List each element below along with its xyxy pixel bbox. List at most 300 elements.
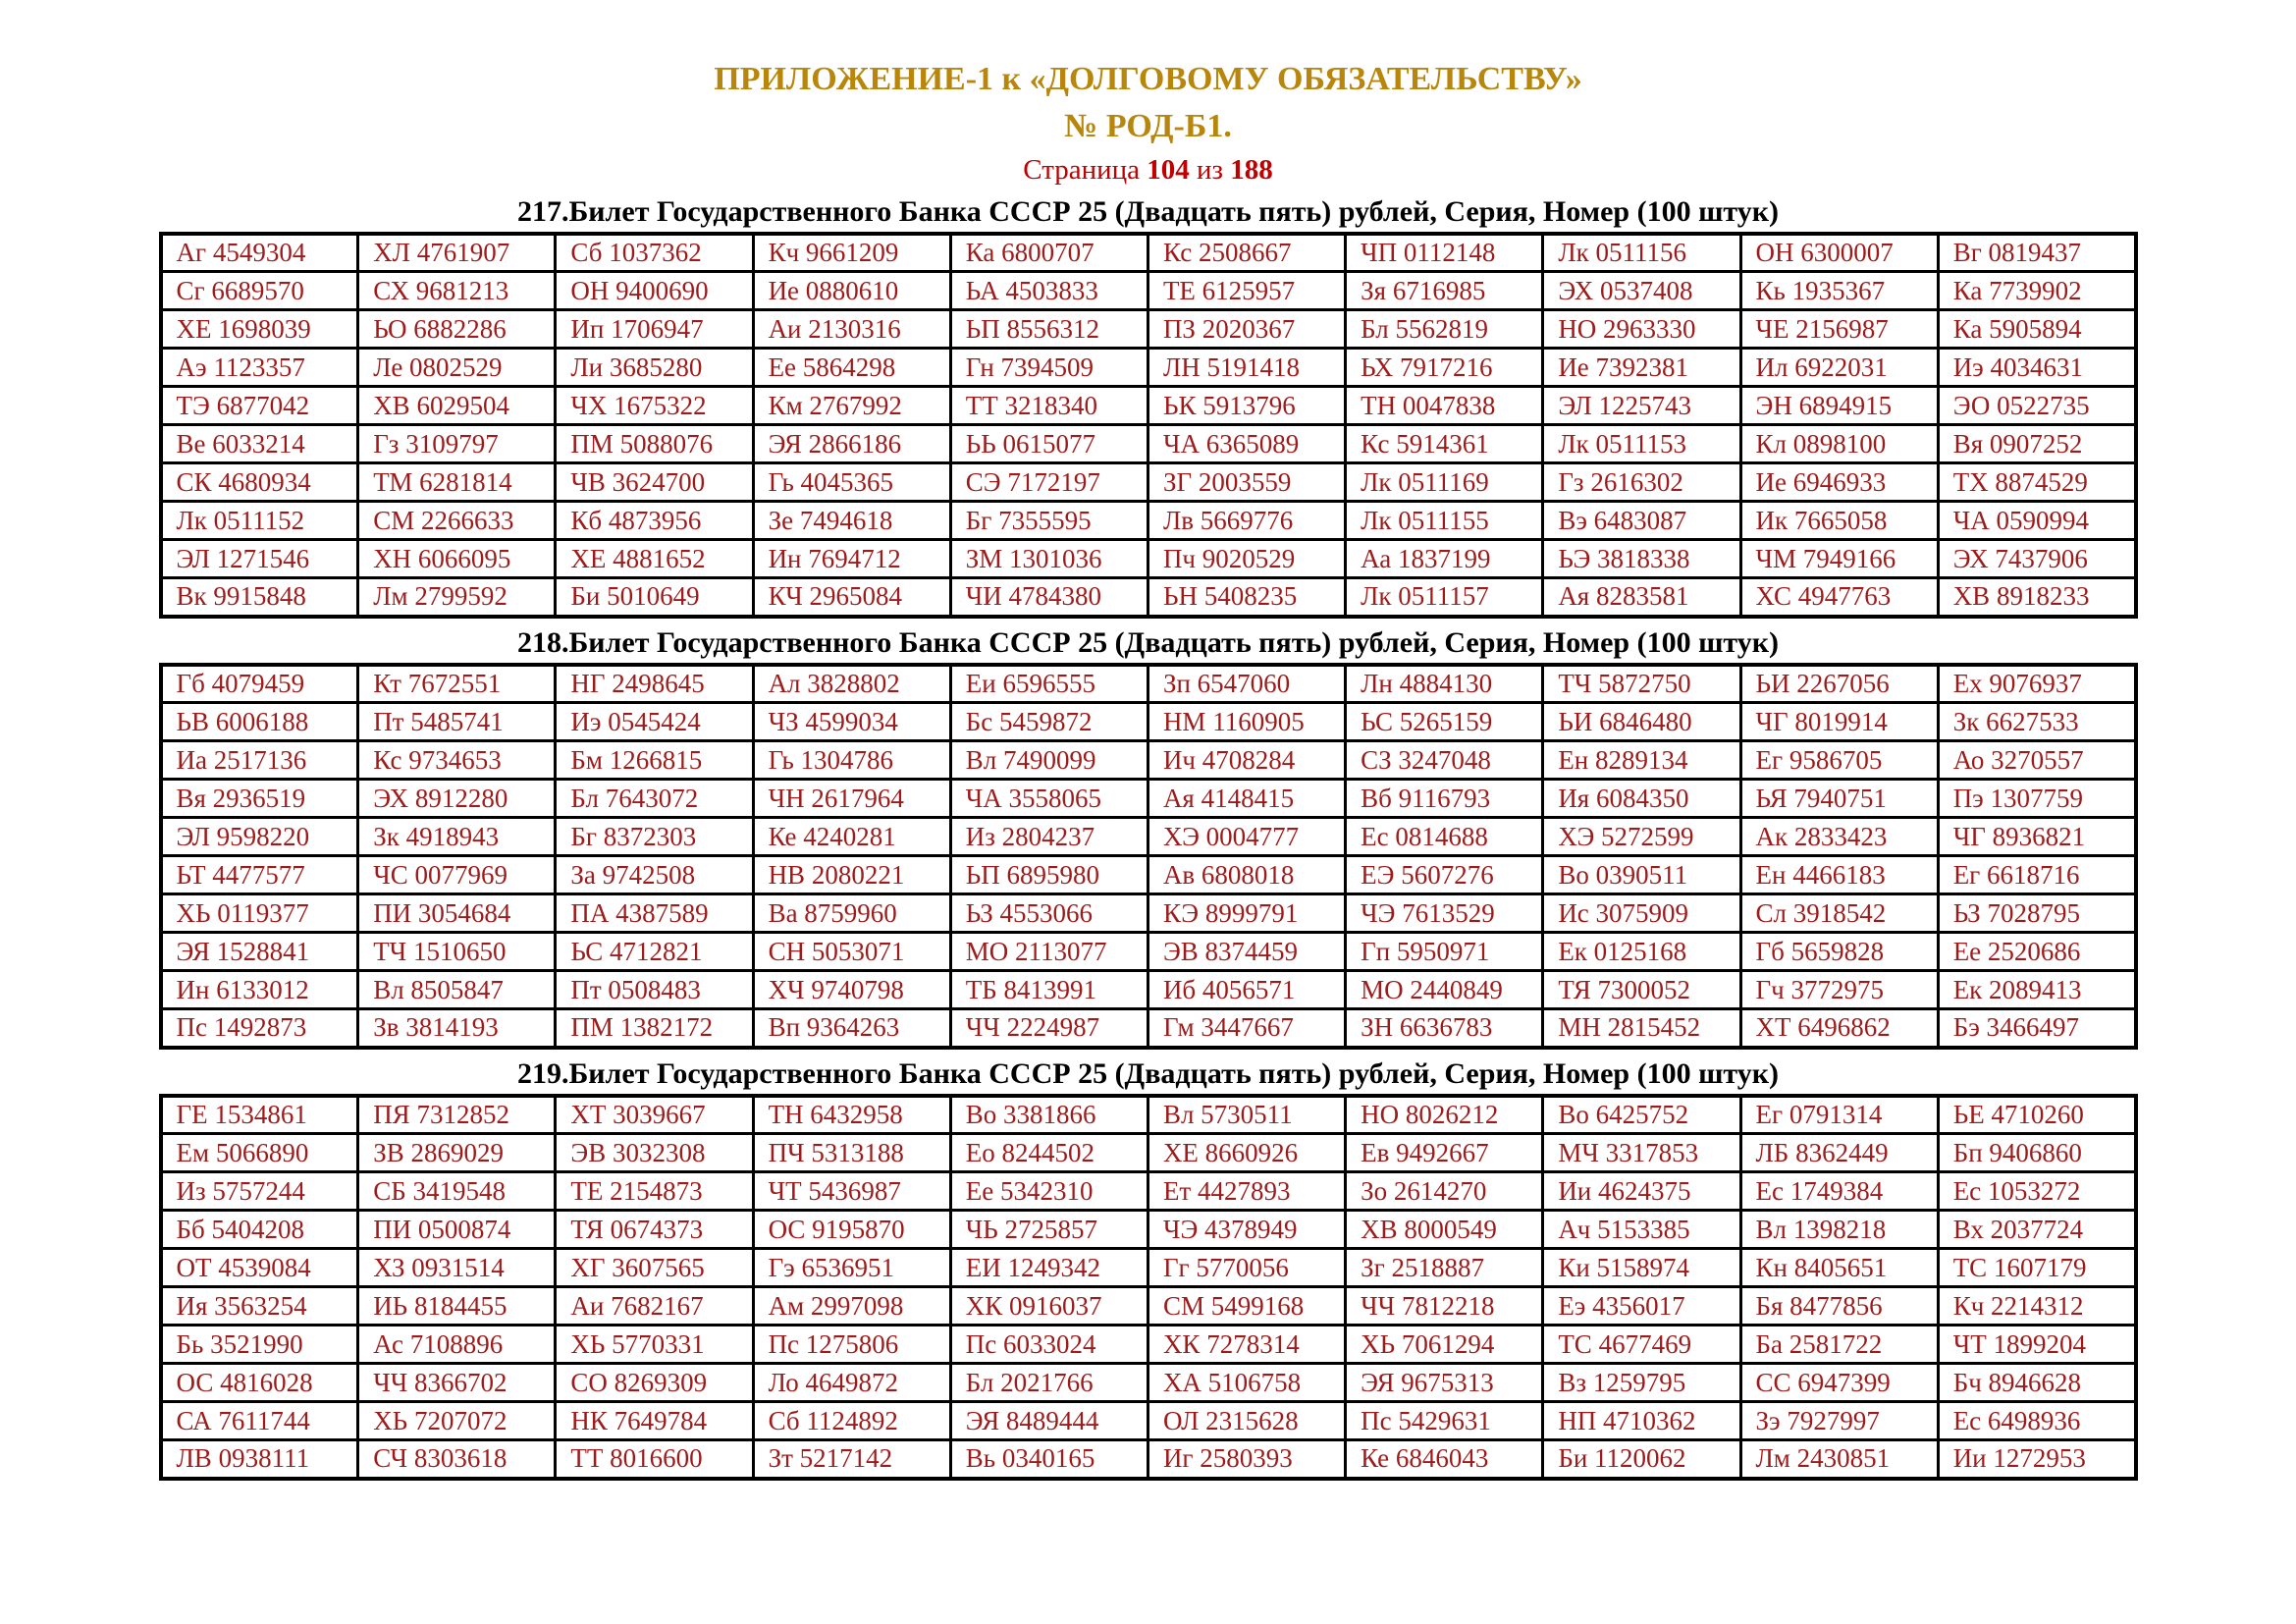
serial-cell: ЭВ 3032308 [556,1134,753,1172]
serial-cell: ЧА 3558065 [950,780,1148,818]
table-row [161,502,2136,540]
serial-cell: За 9742508 [556,856,753,894]
table-row [161,1009,2136,1048]
serial-cell: Еэ 4356017 [1543,1287,1740,1326]
serial-cell: ЬЬ 0615077 [950,425,1148,463]
serial-cell: ХТ 6496862 [1740,1009,1938,1048]
serial-cell: ЭЛ 9598220 [161,818,358,856]
serial-cell: Лк 0511169 [1346,463,1543,502]
serial-cell: Из 5757244 [161,1172,358,1211]
serial-cell: ТН 0047838 [1346,387,1543,425]
serial-cell: Лк 0511153 [1543,425,1740,463]
page-current-number: 104 [1147,154,1190,187]
serial-cell: Зп 6547060 [1148,665,1345,703]
serial-cell: НВ 2080221 [753,856,950,894]
serial-cell: ХС 4947763 [1740,578,1938,617]
serial-cell: Би 1120062 [1543,1440,1740,1479]
serial-cell: ЧМ 7949166 [1740,540,1938,578]
appendix-title: ПРИЛОЖЕНИЕ-1 к «ДОЛГОВОМУ ОБЯЗАТЕЛЬСТВУ» [714,61,1582,97]
page-counter-of-word: из [1197,154,1224,187]
serial-cell: Бг 8372303 [556,818,753,856]
serial-cell: Ке 4240281 [753,818,950,856]
serial-cell: Ес 1053272 [1938,1172,2135,1211]
serial-cell: ЧЭ 7613529 [1346,894,1543,933]
serial-cell: ХЕ 8660926 [1148,1134,1345,1172]
serial-cell: ХЕ 1698039 [161,310,358,349]
serial-cell: Гь 4045365 [753,463,950,502]
serial-cell: ХЬ 5770331 [556,1326,753,1364]
serial-cell: Бл 5562819 [1346,310,1543,349]
table-row [161,1326,2136,1364]
serial-cell: Ег 9586705 [1740,741,1938,780]
serial-cell: Лк 0511152 [161,502,358,540]
serial-cell: СЗ 3247048 [1346,741,1543,780]
table-row [161,578,2136,617]
serial-cell: Ач 5153385 [1543,1211,1740,1249]
banknote-section-218 [0,626,2296,1050]
serial-cell: ТТ 8016600 [556,1440,753,1479]
serial-cell: Вз 1259795 [1543,1364,1740,1402]
serial-cell: Ес 0814688 [1346,818,1543,856]
table-row [161,1211,2136,1249]
serial-cell: Бэ 3466497 [1938,1009,2135,1048]
serial-cell: Гб 4079459 [161,665,358,703]
serial-cell: Пч 9020529 [1148,540,1345,578]
serial-cell: ГЕ 1534861 [161,1096,358,1134]
serial-cell: Пс 6033024 [950,1326,1148,1364]
serial-table-218 [159,663,2138,1050]
serial-cell: ХВ 8918233 [1938,578,2135,617]
page-counter-prefix: Страница [1023,154,1141,187]
serial-cell: ЗВ 2869029 [358,1134,556,1172]
serial-cell: Вх 2037724 [1938,1211,2135,1249]
serial-cell: Ем 5066890 [161,1134,358,1172]
serial-cell: Сб 1124892 [753,1402,950,1440]
serial-cell: Зг 2518887 [1346,1249,1543,1287]
serial-cell: Аа 1837199 [1346,540,1543,578]
serial-cell: Зэ 7927997 [1740,1402,1938,1440]
serial-cell: ЭЯ 1528841 [161,933,358,971]
serial-cell: Вп 9364263 [753,1009,950,1048]
table-row [161,856,2136,894]
serial-cell: ХВ 6029504 [358,387,556,425]
serial-cell: ЧЧ 7812218 [1346,1287,1543,1326]
serial-cell: ОЛ 2315628 [1148,1402,1345,1440]
serial-cell: ЧС 0077969 [358,856,556,894]
page-total-number: 188 [1230,154,1273,187]
serial-cell: ЧЭ 4378949 [1148,1211,1345,1249]
serial-cell: Ис 3075909 [1543,894,1740,933]
serial-cell: Бл 2021766 [950,1364,1148,1402]
serial-cell: ЬН 5408235 [1148,578,1345,617]
serial-cell: Ев 9492667 [1346,1134,1543,1172]
serial-cell: ТХ 8874529 [1938,463,2135,502]
serial-cell: Из 2804237 [950,818,1148,856]
serial-cell: ЭН 6894915 [1740,387,1938,425]
serial-cell: Сб 1037362 [556,234,753,272]
serial-cell: Зк 6627533 [1938,703,2135,741]
serial-cell: ОН 6300007 [1740,234,1938,272]
serial-cell: ЗН 6636783 [1346,1009,1543,1048]
serial-cell: Ия 6084350 [1543,780,1740,818]
serial-cell: НП 4710362 [1543,1402,1740,1440]
serial-cell: ЕИ 1249342 [950,1249,1148,1287]
serial-cell: ОС 9195870 [753,1211,950,1249]
serial-cell: Кч 2214312 [1938,1287,2135,1326]
serial-cell: Ва 8759960 [753,894,950,933]
serial-cell: Вя 2936519 [161,780,358,818]
serial-cell: ПЗ 2020367 [1148,310,1345,349]
serial-cell: ЧХ 1675322 [556,387,753,425]
table-row [161,349,2136,387]
table-row [161,933,2136,971]
serial-cell: ХА 5106758 [1148,1364,1345,1402]
serial-cell: СК 4680934 [161,463,358,502]
serial-cell: Ее 2520686 [1938,933,2135,971]
serial-table-219 [159,1094,2138,1481]
serial-cell: Бб 5404208 [161,1211,358,1249]
serial-cell: ЬС 4712821 [556,933,753,971]
serial-cell: ОН 9400690 [556,272,753,310]
serial-cell: Бг 7355595 [950,502,1148,540]
serial-cell: Сл 3918542 [1740,894,1938,933]
table-row [161,234,2136,272]
serial-cell: Во 6425752 [1543,1096,1740,1134]
serial-cell: Лк 0511155 [1346,502,1543,540]
serial-cell: Бм 1266815 [556,741,753,780]
serial-cell: Пс 1492873 [161,1009,358,1048]
serial-cell: Ин 7694712 [753,540,950,578]
serial-cell: ЧГ 8936821 [1938,818,2135,856]
serial-cell: Лм 2430851 [1740,1440,1938,1479]
serial-cell: Гг 5770056 [1148,1249,1345,1287]
serial-cell: Лв 5669776 [1148,502,1345,540]
serial-cell: Пт 5485741 [358,703,556,741]
serial-cell: Ие 0880610 [753,272,950,310]
table-row [161,1402,2136,1440]
serial-cell: Во 3381866 [950,1096,1148,1134]
serial-cell: Ии 1272953 [1938,1440,2135,1479]
page-counter [0,154,2296,187]
serial-cell: ПИ 0500874 [358,1211,556,1249]
serial-cell: Лм 2799592 [358,578,556,617]
serial-cell: СС 6947399 [1740,1364,1938,1402]
table-row [161,1364,2136,1402]
serial-cell: ОТ 4539084 [161,1249,358,1287]
serial-cell: ЬИ 6846480 [1543,703,1740,741]
serial-cell: Пт 0508483 [556,971,753,1009]
serial-cell: ЛН 5191418 [1148,349,1345,387]
table-row [161,818,2136,856]
serial-cell: ХК 7278314 [1148,1326,1345,1364]
serial-cell: ЬВ 6006188 [161,703,358,741]
serial-cell: Ес 1749384 [1740,1172,1938,1211]
serial-cell: Ал 3828802 [753,665,950,703]
serial-cell: ХВ 8000549 [1346,1211,1543,1249]
serial-cell: Ка 7739902 [1938,272,2135,310]
serial-cell: ЭВ 8374459 [1148,933,1345,971]
serial-cell: СБ 3419548 [358,1172,556,1211]
serial-cell: Ил 6922031 [1740,349,1938,387]
serial-cell: ХГ 3607565 [556,1249,753,1287]
serial-cell: Пс 1275806 [753,1326,950,1364]
serial-cell: ХЬ 7207072 [358,1402,556,1440]
serial-cell: ЧП 0112148 [1346,234,1543,272]
serial-cell: Ик 7665058 [1740,502,1938,540]
serial-cell: Ее 5864298 [753,349,950,387]
serial-cell: ХЛ 4761907 [358,234,556,272]
table-row [161,1249,2136,1287]
serial-cell: СО 8269309 [556,1364,753,1402]
serial-cell: Вэ 6483087 [1543,502,1740,540]
serial-cell: Бс 5459872 [950,703,1148,741]
serial-cell: Лн 4884130 [1346,665,1543,703]
serial-cell: Иэ 0545424 [556,703,753,741]
table-row [161,387,2136,425]
serial-cell: СЧ 8303618 [358,1440,556,1479]
serial-cell: ПИ 3054684 [358,894,556,933]
table-row [161,1134,2136,1172]
serial-cell: Иэ 4034631 [1938,349,2135,387]
serial-cell: ЬО 6882286 [358,310,556,349]
serial-cell: ЧЧ 2224987 [950,1009,1148,1048]
serial-cell: ПМ 5088076 [556,425,753,463]
table-row [161,1440,2136,1479]
table-row [161,310,2136,349]
serial-cell: Бч 8946628 [1938,1364,2135,1402]
serial-cell: ЭЛ 1271546 [161,540,358,578]
serial-cell: Гь 1304786 [753,741,950,780]
table-row [161,463,2136,502]
serial-cell: ЗМ 1301036 [950,540,1148,578]
serial-cell: ЬХ 7917216 [1346,349,1543,387]
serial-cell: ЬС 5265159 [1346,703,1543,741]
serial-cell: Км 2767992 [753,387,950,425]
table-row [161,540,2136,578]
serial-cell: Ич 4708284 [1148,741,1345,780]
serial-cell: Иг 2580393 [1148,1440,1345,1479]
serial-cell: Вб 9116793 [1346,780,1543,818]
serial-cell: Аи 7682167 [556,1287,753,1326]
serial-cell: Гч 3772975 [1740,971,1938,1009]
serial-cell: КЧ 2965084 [753,578,950,617]
serial-cell: Вк 9915848 [161,578,358,617]
serial-cell: Ео 8244502 [950,1134,1148,1172]
serial-cell: Ли 3685280 [556,349,753,387]
serial-cell: Ин 6133012 [161,971,358,1009]
serial-cell: Ия 3563254 [161,1287,358,1326]
section-title-218: 218.Билет Государственного Банка СССР 25 (Двадцать пять) рублей, Серия, Номер (100 штук) [516,625,1780,659]
serial-cell: Би 5010649 [556,578,753,617]
serial-cell: Гм 3447667 [1148,1009,1345,1048]
serial-cell: Ех 9076937 [1938,665,2135,703]
serial-cell: Вл 7490099 [950,741,1148,780]
serial-cell: ХТ 3039667 [556,1096,753,1134]
serial-cell: ТЕ 6125957 [1148,272,1345,310]
serial-cell: ЭХ 7437906 [1938,540,2135,578]
serial-cell: ЧТ 5436987 [753,1172,950,1211]
serial-cell: Ка 5905894 [1938,310,2135,349]
banknote-section-219 [0,1057,2296,1481]
serial-cell: Ле 0802529 [358,349,556,387]
serial-cell: ЬТ 4477577 [161,856,358,894]
serial-cell: ТЧ 1510650 [358,933,556,971]
serial-cell: СХ 9681213 [358,272,556,310]
serial-cell: ХЬ 0119377 [161,894,358,933]
serial-cell: ЧА 6365089 [1148,425,1345,463]
serial-cell: ЧГ 8019914 [1740,703,1938,741]
serial-cell: ЧЧ 8366702 [358,1364,556,1402]
serial-cell: Аи 2130316 [753,310,950,349]
table-row [161,665,2136,703]
serial-cell: ЧТ 1899204 [1938,1326,2135,1364]
serial-cell: ХН 6066095 [358,540,556,578]
serial-cell: МО 2113077 [950,933,1148,971]
serial-cell: Ве 6033214 [161,425,358,463]
serial-cell: НМ 1160905 [1148,703,1345,741]
serial-cell: ЧЕ 2156987 [1740,310,1938,349]
serial-cell: ЧЬ 2725857 [950,1211,1148,1249]
serial-cell: ЧИ 4784380 [950,578,1148,617]
serial-cell: Вг 0819437 [1938,234,2135,272]
serial-cell: Бп 9406860 [1938,1134,2135,1172]
serial-cell: ТЯ 0674373 [556,1211,753,1249]
table-row [161,780,2136,818]
serial-cell: Ав 6808018 [1148,856,1345,894]
serial-cell: Ег 6618716 [1938,856,2135,894]
serial-cell: НО 2963330 [1543,310,1740,349]
serial-cell: Гз 3109797 [358,425,556,463]
serial-cell: Вл 1398218 [1740,1211,1938,1249]
serial-cell: Лк 0511157 [1346,578,1543,617]
serial-cell: НО 8026212 [1346,1096,1543,1134]
serial-cell: ЭХ 0537408 [1543,272,1740,310]
serial-cell: Ие 6946933 [1740,463,1938,502]
serial-cell: ХЭ 5272599 [1543,818,1740,856]
table-row [161,971,2136,1009]
serial-cell: ЭЛ 1225743 [1543,387,1740,425]
serial-cell: ТЧ 5872750 [1543,665,1740,703]
serial-cell: Ая 4148415 [1148,780,1345,818]
serial-cell: ХЗ 0931514 [358,1249,556,1287]
serial-cell: Зя 6716985 [1346,272,1543,310]
serial-cell: Ип 1706947 [556,310,753,349]
serial-cell: Во 0390511 [1543,856,1740,894]
serial-cell: ТБ 8413991 [950,971,1148,1009]
table-row [161,894,2136,933]
serial-cell: Зт 5217142 [753,1440,950,1479]
serial-cell: Бь 3521990 [161,1326,358,1364]
serial-cell: СА 7611744 [161,1402,358,1440]
serial-cell: Пс 5429631 [1346,1402,1543,1440]
serial-cell: СМ 5499168 [1148,1287,1345,1326]
serial-cell: Ет 4427893 [1148,1172,1345,1211]
serial-cell: Бя 8477856 [1740,1287,1938,1326]
table-row [161,425,2136,463]
serial-cell: ХК 0916037 [950,1287,1148,1326]
serial-cell: Кс 5914361 [1346,425,1543,463]
serial-cell: ТМ 6281814 [358,463,556,502]
serial-cell: Сг 6689570 [161,272,358,310]
serial-cell: ЬЕ 4710260 [1938,1096,2135,1134]
table-row [161,272,2136,310]
serial-cell: Ка 6800707 [950,234,1148,272]
serial-cell: ЬП 6895980 [950,856,1148,894]
serial-cell: Кл 0898100 [1740,425,1938,463]
serial-cell: Бл 7643072 [556,780,753,818]
serial-cell: ХЭ 0004777 [1148,818,1345,856]
serial-cell: ЬЯ 7940751 [1740,780,1938,818]
serial-cell: ТЯ 7300052 [1543,971,1740,1009]
serial-cell: ЧН 2617964 [753,780,950,818]
serial-cell: Иа 2517136 [161,741,358,780]
serial-cell: ЛВ 0938111 [161,1440,358,1479]
serial-cell: ЕЭ 5607276 [1346,856,1543,894]
serial-cell: Вь 0340165 [950,1440,1148,1479]
serial-cell: КЭ 8999791 [1148,894,1345,933]
serial-cell: ПА 4387589 [556,894,753,933]
serial-cell: СЭ 7172197 [950,463,1148,502]
serial-cell: Гз 2616302 [1543,463,1740,502]
serial-cell: СН 5053071 [753,933,950,971]
serial-cell: ЭЯ 9675313 [1346,1364,1543,1402]
serial-cell: Кт 7672551 [358,665,556,703]
serial-cell: Зк 4918943 [358,818,556,856]
serial-cell: ЧА 0590994 [1938,502,2135,540]
serial-cell: ТС 1607179 [1938,1249,2135,1287]
serial-cell: ЭХ 8912280 [358,780,556,818]
serial-cell: ЬИ 2267056 [1740,665,1938,703]
serial-cell: Еи 6596555 [950,665,1148,703]
serial-cell: ЧЗ 4599034 [753,703,950,741]
serial-cell: Кс 2508667 [1148,234,1345,272]
serial-cell: Вл 5730511 [1148,1096,1345,1134]
serial-cell: ТТ 3218340 [950,387,1148,425]
serial-cell: Аг 4549304 [161,234,358,272]
serial-cell: Пэ 1307759 [1938,780,2135,818]
serial-cell: Аэ 1123357 [161,349,358,387]
serial-cell: Ая 8283581 [1543,578,1740,617]
serial-cell: ХЕ 4881652 [556,540,753,578]
serial-cell: ЬП 8556312 [950,310,1148,349]
serial-cell: ХЧ 9740798 [753,971,950,1009]
serial-cell: ЬЗ 4553066 [950,894,1148,933]
serial-cell: ТС 4677469 [1543,1326,1740,1364]
serial-cell: Кь 1935367 [1740,272,1938,310]
serial-cell: ЬЗ 7028795 [1938,894,2135,933]
section-title-219: 219.Билет Государственного Банка СССР 25 (Двадцать пять) рублей, Серия, Номер (100 штук) [516,1056,1780,1090]
serial-cell: ХЬ 7061294 [1346,1326,1543,1364]
serial-cell: Иб 4056571 [1148,971,1345,1009]
serial-cell: Ам 2997098 [753,1287,950,1326]
serial-cell: ПМ 1382172 [556,1009,753,1048]
serial-cell: Гп 5950971 [1346,933,1543,971]
serial-cell: Ие 7392381 [1543,349,1740,387]
document-number: № РОД-Б1. [1064,107,1232,144]
serial-cell: Ек 0125168 [1543,933,1740,971]
serial-cell: Ес 6498936 [1938,1402,2135,1440]
serial-cell: Ло 4649872 [753,1364,950,1402]
table-row [161,1096,2136,1134]
serial-cell: Кс 9734653 [358,741,556,780]
serial-cell: Ен 8289134 [1543,741,1740,780]
serial-cell: ПЯ 7312852 [358,1096,556,1134]
serial-cell: ИЬ 8184455 [358,1287,556,1326]
serial-cell: Гн 7394509 [950,349,1148,387]
serial-cell: Ег 0791314 [1740,1096,1938,1134]
serial-cell: Ак 2833423 [1740,818,1938,856]
serial-cell: ПЧ 5313188 [753,1134,950,1172]
